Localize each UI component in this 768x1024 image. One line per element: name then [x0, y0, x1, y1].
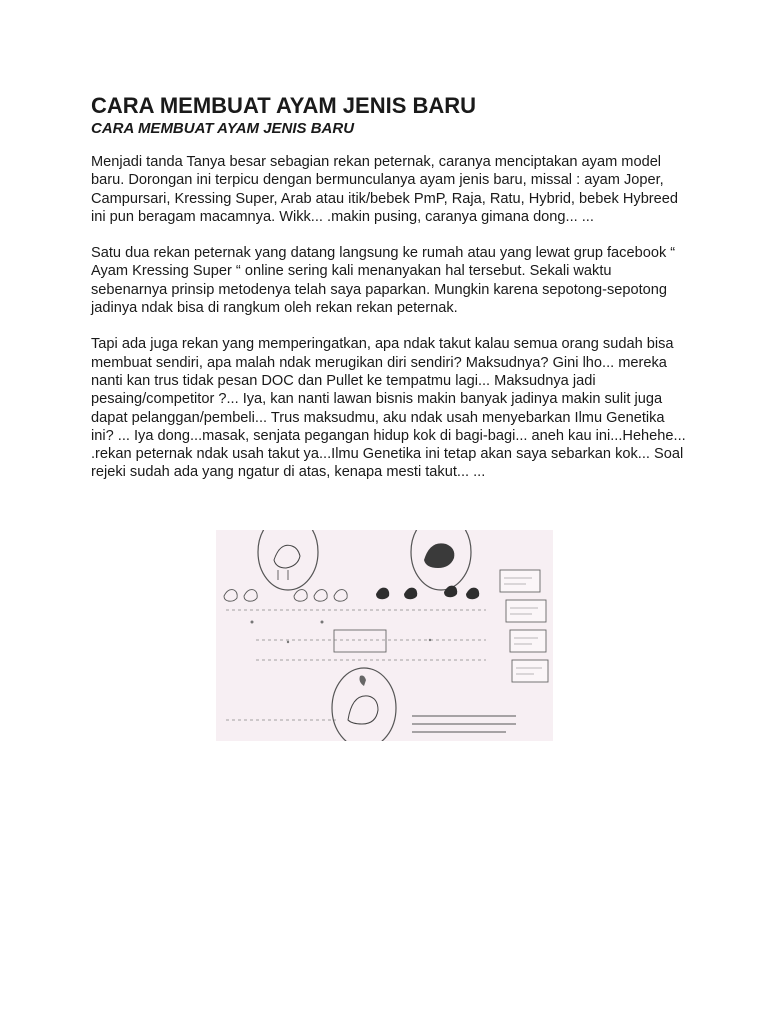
paragraph-3: Tapi ada juga rekan yang memperingatkan, apa ndak takut kalau semua orang sudah bisa membuat sendiri, apa malah ndak merugikan diri sendiri? Maksudnya? Gini lho... mereka nanti kan trus tidak pesan DOC dan Pullet ke tempatmu lagi... Maksudnya jadi pesaing/competitor ?... Iya, kan nanti lawan bisnis makin banyak jadinya makin sulit juga dapat pelanggan/pembeli... Trus maksudmu, aku ndak usah menyebarkan Ilmu Genetika ini? ... Iya dong...masak, senjata pegangan hidup kok di bagi-bagi... aneh kau ini...Hehehe... .rekan peternak ndak usah takut ya...Ilmu Genetika ini tetap akan saya sebarkan kok... Soal rejeki sudah ada yang ngatur di atas, kenapa mesti takut... ...: [91, 336, 686, 481]
page-subtitle: CARA MEMBUAT AYAM JENIS BARU: [91, 120, 355, 137]
page-title: CARA MEMBUAT AYAM JENIS BARU: [91, 93, 477, 118]
document-body: [91, 92, 691, 500]
paragraph-1: Menjadi tanda Tanya besar sebagian rekan peternak, caranya menciptakan ayam model baru. Dorongan ini terpicu dengan bermunculanya ayam jenis baru, missal : ayam Joper, Campursari, Kressing Super, Arab atau itik/bebek PmP, Raja, Ratu, Hybrid, bebek Hybreed ini pun beragam macamnya. Wikk... .makin pusing, caranya gimana dong... ...: [91, 154, 679, 225]
chicken-breeding-diagram-image: [216, 530, 553, 741]
paragraph-2: Satu dua rekan peternak yang datang langsung ke rumah atau yang lewat grup facebook “ Ayam Kressing Super “ online sering kali menanyakan hal tersebut. Sekali waktu sebenarnya prinsip metodenya telah saya paparkan. Mungkin karena sepotong-sepotong jadinya ndak bisa di rangkum oleh rekan rekan peternak.: [91, 245, 676, 317]
